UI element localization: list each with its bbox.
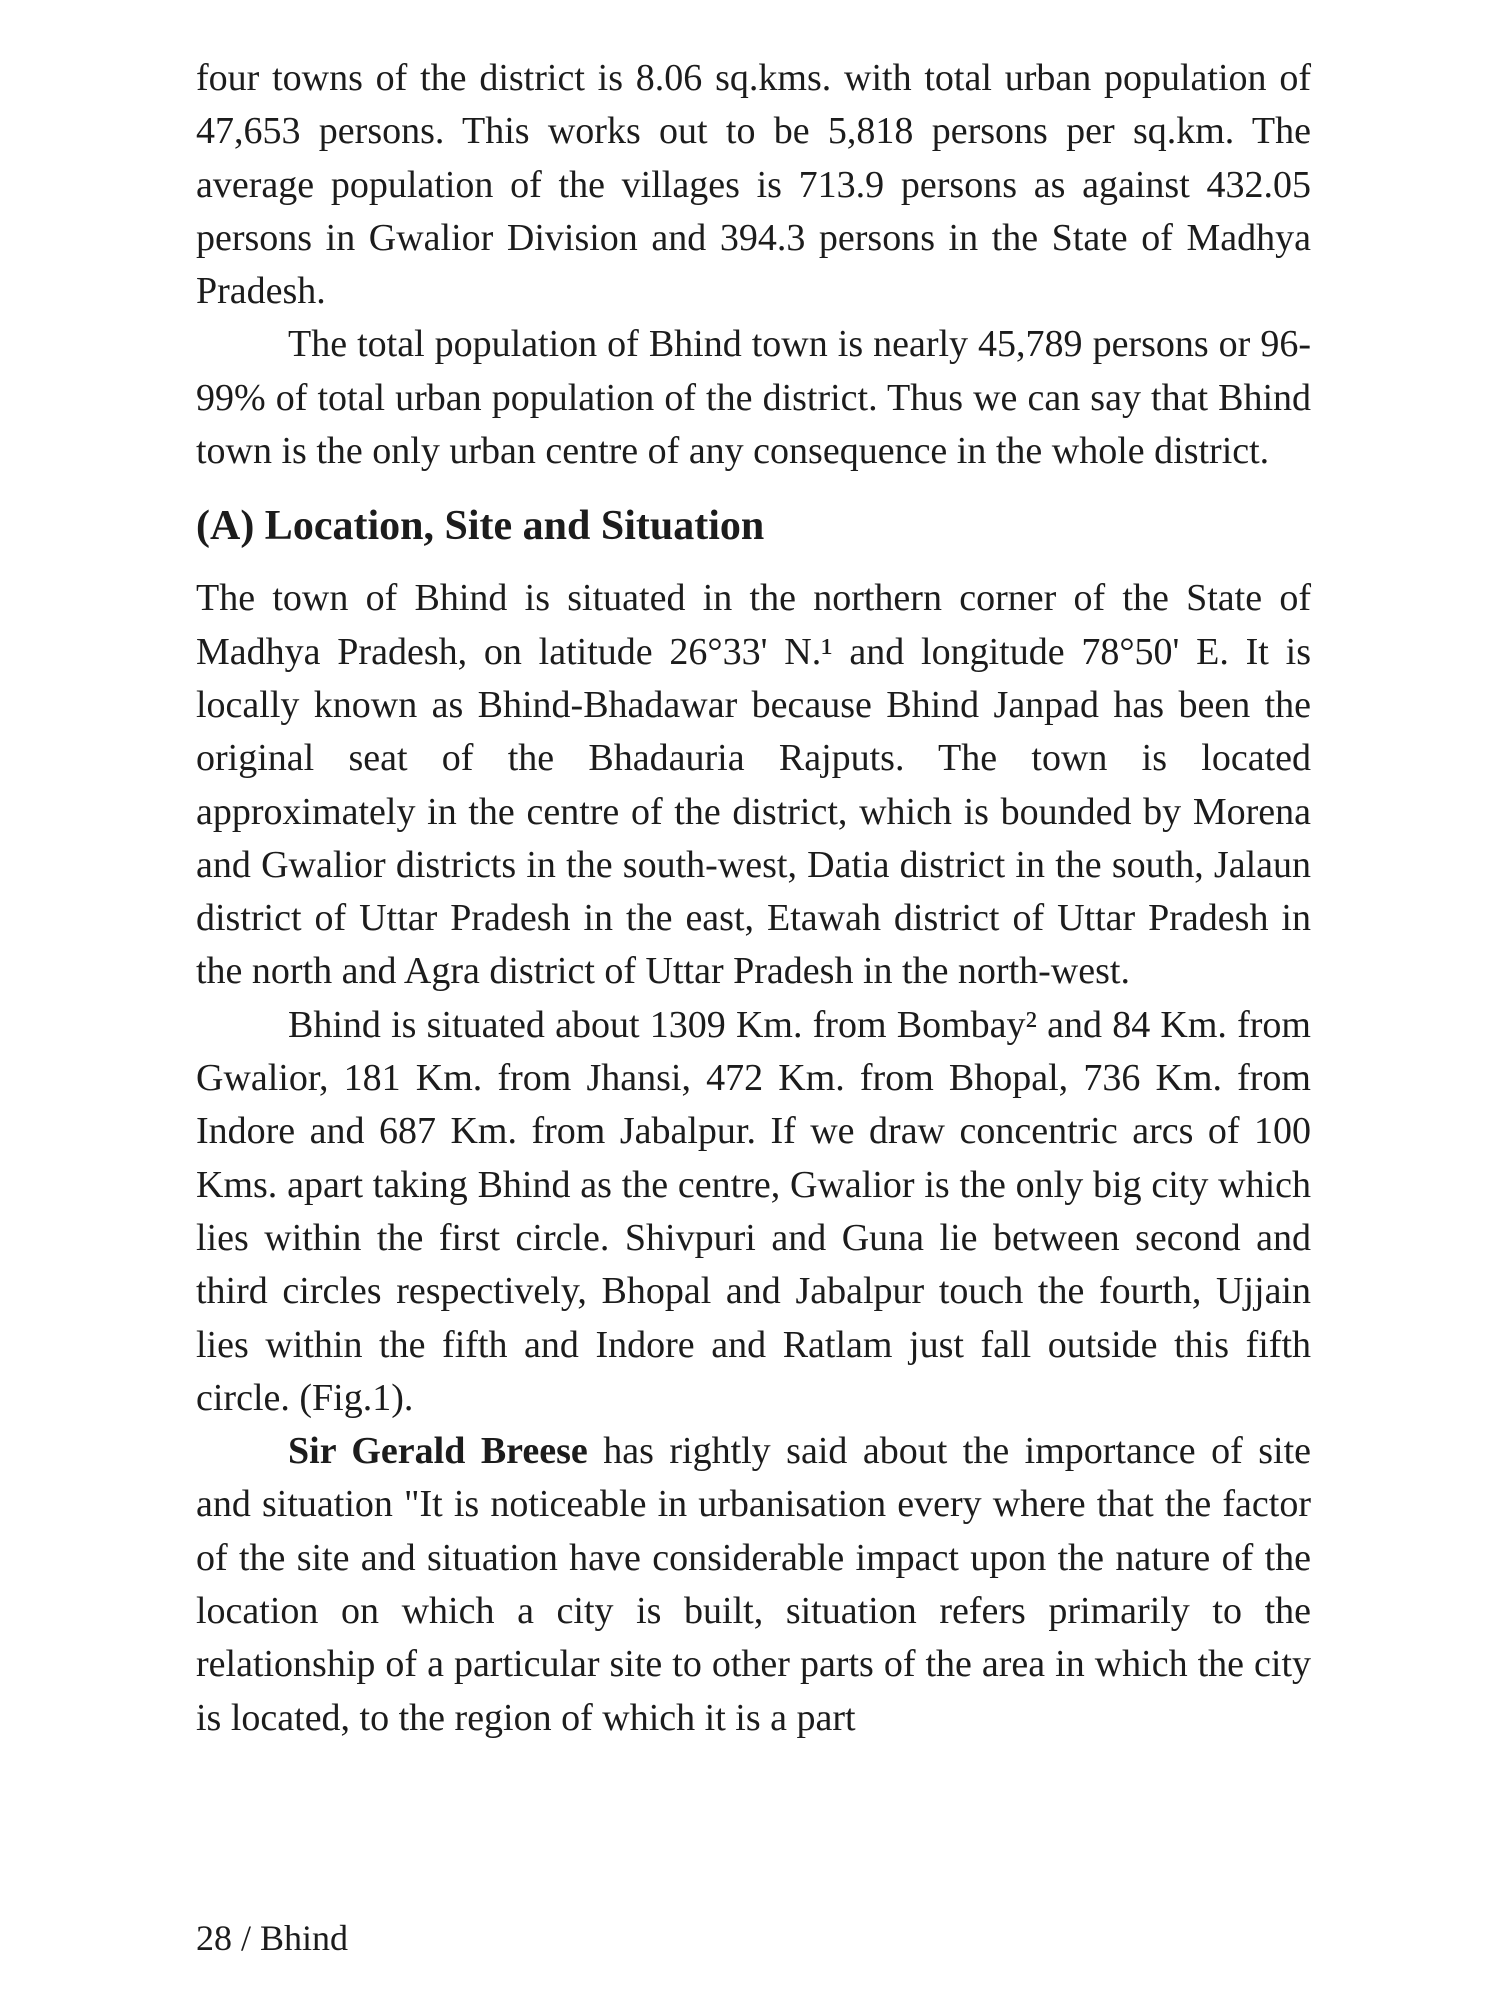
quote-text: has rightly said about the importance of site and situation "It is noticeable in urbanisation every where that the factor of the site and situation have considerable impact upon the nature of the location on which a city is built, situation refers primarily to the relationship of a particular site to other parts of the area in which the city is located, to the region of which it is a part bbox=[196, 1430, 1311, 1739]
paragraph-distances: Bhind is situated about 1309 Km. from Bombay² and 84 Km. from Gwalior, 181 Km. from Jhansi, 472 Km. from Bhopal, 736 Km. from Indore and 687 Km. from Jabalpur. If we draw concentric arcs of 100 Kms. apart taking Bhind as the centre, Gwalior is the only big city which lies within the first circle. Shivpuri and Guna lie between second and third circles respectively, Bhopal and Jabalpur touch the fourth, Ujjain lies within the fifth and Indore and Ratlam just fall outside this fifth circle. (Fig.1). bbox=[196, 1003, 1311, 1419]
paragraph-bhind-population: The total population of Bhind town is nearly 45,789 persons or 96-99% of total urban population of the district. Thus we can say that Bhind town is the only urban centre of any consequence in the whole district. bbox=[196, 323, 1311, 473]
section-heading-location: (A) Location, Site and Situation bbox=[196, 503, 765, 550]
paragraph-breese-quote bbox=[196, 1425, 1311, 1745]
page-footer: 28 / Bhind bbox=[196, 1918, 349, 1958]
paragraph-location: The town of Bhind is situated in the northern corner of the State of Madhya Pradesh, on latitude 26°33' N.¹ and longitude 78°50' E. It is locally known as Bhind-Bhadawar because Bhind Janpad has been the original seat of the Bhadauria Rajputs. The town is located approximately in the centre of the district, which is bounded by Morena and Gwalior districts in the south-west, Datia district in the south, Jalaun district of Uttar Pradesh in the east, Etawah district of Uttar Pradesh in the north and Agra district of Uttar Pradesh in the north-west. bbox=[196, 577, 1311, 993]
paragraph-urban-population: four towns of the district is 8.06 sq.kms. with total urban population of 47,653 persons. This works out to be 5,818 persons per sq.km. The average population of the villages is 713.9 persons as against 432.05 persons in Gwalior Division and 394.3 persons in the State of Madhya Pradesh. bbox=[196, 57, 1311, 313]
page-body bbox=[196, 52, 1311, 1745]
author-name: Sir Gerald Breese bbox=[288, 1430, 588, 1473]
